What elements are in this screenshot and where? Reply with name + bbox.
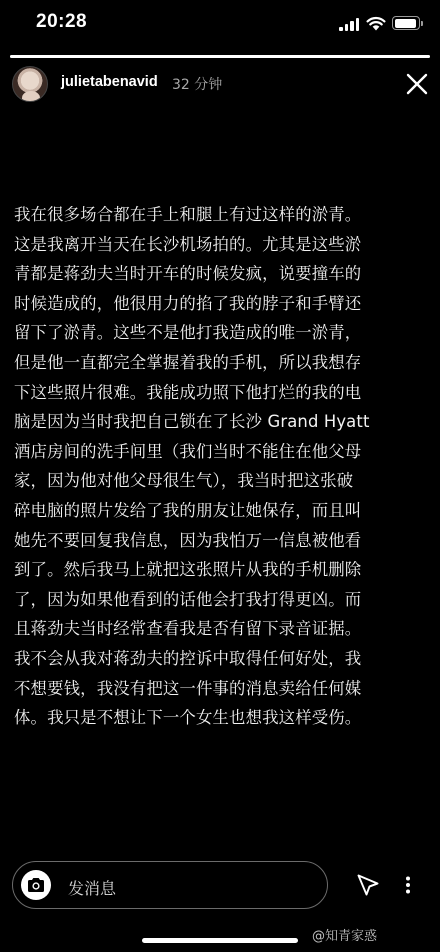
story-line: 碎电脑的照片发给了我的朋友让她保存，而且叫: [14, 500, 362, 520]
story-line: 这是我离开当天在长沙机场拍的。尤其是这些淤: [14, 234, 362, 254]
camera-button[interactable]: [21, 870, 51, 900]
status-time: 20:28: [36, 11, 88, 32]
username[interactable]: julietabenavid: [61, 74, 158, 90]
avatar[interactable]: [12, 66, 48, 102]
close-icon[interactable]: [404, 71, 430, 97]
message-input[interactable]: [12, 861, 328, 909]
story-line: 留下了淤青。这些不是他打我造成的唯一淤青，: [14, 323, 362, 343]
story-line: 家，因为他对他父母很生气），我当时把这张破: [14, 471, 354, 491]
status-bar: [0, 0, 440, 50]
battery-level: [395, 19, 416, 28]
wifi-icon: [366, 15, 386, 31]
story-line: 体。我只是不想让下一个女生也想我这样受伤。: [14, 708, 362, 728]
story-line: 脑是因为当时我把自己锁在了长沙 Grand Hyatt: [14, 412, 370, 432]
story-line: 不想要钱，我没有把这一件事的消息卖给任何媒: [14, 678, 362, 698]
story-line: 了，因为如果他看到的话他会打我打得更凶。而: [14, 589, 362, 609]
post-time: 32 分钟: [172, 77, 223, 93]
story-line: 下这些照片很难。我能成功照下他打烂的我的电: [14, 382, 362, 402]
story-line: 我不会从我对蒋劲夫的控诉中取得任何好处，我: [14, 648, 362, 668]
story-line: 她先不要回复我信息，因为我怕万一信息被他看: [14, 530, 362, 550]
more-icon[interactable]: [399, 876, 417, 894]
story-line: 但是他一直都完全掌握着我的手机，所以我想存: [14, 352, 362, 372]
message-placeholder: 发消息: [68, 879, 117, 898]
story-line: 时候造成的，他很用力的掐了我的脖子和手臂还: [14, 293, 362, 313]
story-line: 酒店房间的洗手间里（我们当时不能住在他父母: [14, 441, 362, 461]
watermark: @知青家惑: [312, 929, 378, 944]
camera-icon: [27, 877, 45, 893]
battery-icon: [392, 16, 420, 30]
story-text: [14, 200, 430, 728]
story-line: 到了。然后我马上就把这张照片从我的手机删除: [14, 560, 362, 580]
story-progress-bar: [10, 55, 430, 58]
home-indicator[interactable]: [142, 938, 298, 943]
story-line: 青都是蒋劲夫当时开车的时候发疯，说要撞车的: [14, 264, 362, 284]
story-progress-fill: [10, 55, 430, 58]
story-line: 我在很多场合都在手上和腿上有过这样的淤青。: [14, 205, 362, 224]
story-line: 且蒋劲夫当时经常查看我是否有留下录音证据。: [14, 619, 362, 639]
signal-icon: [339, 18, 359, 31]
send-icon[interactable]: [356, 873, 380, 897]
